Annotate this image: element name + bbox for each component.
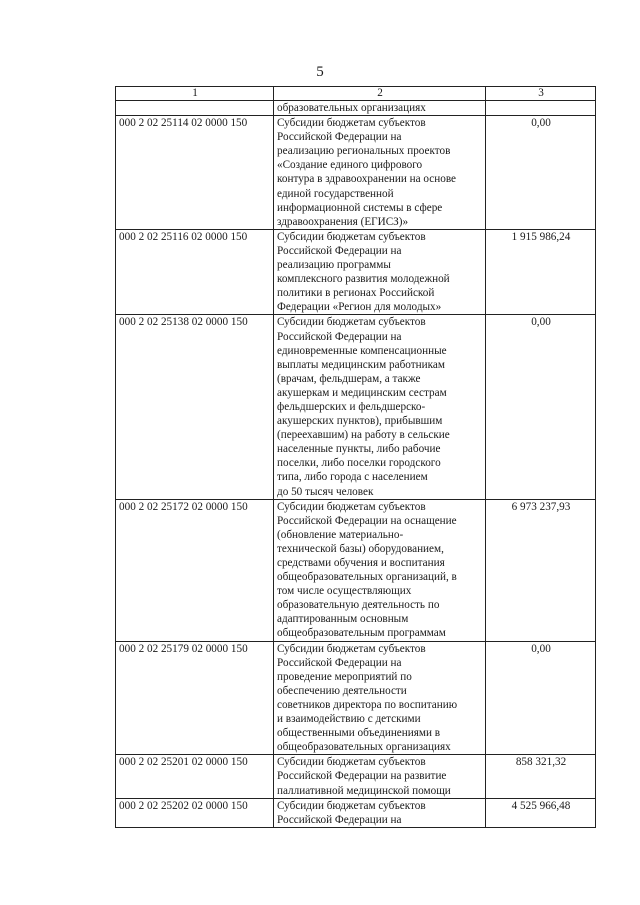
column-header-amount: 3: [486, 87, 596, 101]
description-cell: [274, 798, 486, 827]
table-row: [116, 641, 596, 755]
description-line: населенные пункты, либо рабочие: [277, 443, 441, 456]
budget-code-cell: 000 2 02 25116 02 0000 150: [116, 229, 274, 315]
page-number: 5: [316, 64, 324, 80]
description-line: Субсидии бюджетам субъектов: [277, 756, 426, 769]
amount-cell: [486, 101, 596, 116]
description-line: Субсидии бюджетам субъектов: [277, 117, 426, 130]
description-cell: [274, 229, 486, 315]
description-line: единой государственной: [277, 187, 394, 200]
description-line: Субсидии бюджетам субъектов: [277, 799, 426, 812]
amount-cell: 0,00: [486, 641, 596, 755]
description-line: Российской Федерации на: [277, 813, 402, 826]
description-line: средствами обучения и воспитания: [277, 557, 445, 569]
description-line: комплексного развития молодежной: [277, 273, 450, 286]
description-line: обеспечению деятельности: [277, 684, 407, 697]
table-row: [116, 798, 596, 827]
description-line: Субсидии бюджетам субъектов: [277, 230, 426, 243]
description-line: (переехавшим) на работу в сельские: [277, 429, 450, 442]
table-row: [116, 755, 596, 798]
description-line: общественными объединениями в: [277, 727, 441, 740]
description-line: общеобразовательных организаций, в: [277, 571, 457, 584]
table-header-row: [116, 87, 596, 101]
description-line: информационной системы в сфере: [277, 201, 443, 214]
amount-cell: 1 915 986,24: [486, 229, 596, 315]
description-line: (обновление материально-: [277, 528, 404, 541]
budget-code-cell: 000 2 02 25202 02 0000 150: [116, 798, 274, 827]
description-line: Субсидии бюджетам субъектов: [277, 316, 426, 329]
amount-cell: 0,00: [486, 315, 596, 499]
description-line: реализацию региональных проектов: [277, 145, 451, 158]
description-line: поселки, либо поселки городского: [277, 457, 441, 470]
description-line: до 50 тысяч человек: [277, 485, 374, 498]
amount-cell: 6 973 237,93: [486, 499, 596, 641]
description-line: здравоохранения (ЕГИСЗ)»: [277, 215, 409, 228]
description-line: выплаты медицинским работникам: [277, 358, 445, 371]
description-line: Субсидии бюджетам субъектов: [277, 500, 426, 513]
budget-code-cell: [116, 101, 274, 116]
description-line: «Создание единого цифрового: [277, 159, 423, 172]
description-line: контура в здравоохранении на основе: [277, 173, 457, 186]
description-line: типа, либо города с населением: [277, 471, 428, 484]
column-header-description: 2: [274, 87, 486, 101]
description-line: политики в регионах Российской: [277, 287, 435, 300]
table-row: [116, 315, 596, 499]
column-header-code: 1: [116, 87, 274, 101]
description-line: Субсидии бюджетам субъектов: [277, 642, 426, 655]
description-line: (врачам, фельдшерам, а также: [277, 372, 421, 385]
description-line: технической базы) оборудованием,: [277, 542, 444, 555]
budget-revenue-table: [115, 86, 596, 828]
description-line: адаптированным основным: [277, 613, 409, 626]
budget-code-cell: 000 2 02 25201 02 0000 150: [116, 755, 274, 798]
description-line: акушерских пунктов), прибывшим: [277, 415, 443, 428]
description-line: реализацию программы: [277, 259, 391, 272]
description-cell: [274, 116, 486, 230]
budget-code-cell: 000 2 02 25114 02 0000 150: [116, 116, 274, 230]
table-body: [116, 101, 596, 828]
table-row-continuation: [116, 101, 596, 116]
description-line: том числе осуществляющих: [277, 585, 412, 598]
budget-code-cell: 000 2 02 25172 02 0000 150: [116, 499, 274, 641]
amount-cell: 0,00: [486, 116, 596, 230]
description-line: Российской Федерации на развитие: [277, 770, 447, 783]
amount-cell: 4 525 966,48: [486, 798, 596, 827]
description-line: акушеркам и медицинским сестрам: [277, 386, 447, 399]
description-line: и взаимодействию с детскими: [277, 713, 421, 726]
description-line: общеобразовательным программам: [277, 627, 446, 640]
description-line: Российской Федерации на: [277, 131, 402, 144]
description-line: образовательных организациях: [277, 102, 426, 114]
table-row: [116, 229, 596, 315]
description-line: Федерации «Регион для молодых»: [277, 301, 442, 314]
description-line: советников директора по воспитанию: [277, 698, 458, 711]
description-line: общеобразовательных организациях: [277, 741, 451, 754]
description-line: Российской Федерации на: [277, 244, 402, 257]
description-cell: [274, 101, 486, 116]
description-line: образовательную деятельность по: [277, 599, 440, 612]
description-cell: [274, 315, 486, 499]
budget-code-cell: 000 2 02 25179 02 0000 150: [116, 641, 274, 755]
table-row: [116, 499, 596, 641]
description-cell: [274, 641, 486, 755]
table-row: [116, 116, 596, 230]
description-line: Российской Федерации на: [277, 656, 402, 669]
description-line: Российской Федерации на: [277, 330, 402, 343]
description-line: единовременные компенсационные: [277, 344, 447, 357]
budget-code-cell: 000 2 02 25138 02 0000 150: [116, 315, 274, 499]
description-line: проведение мероприятий по: [277, 670, 412, 683]
description-line: Российской Федерации на оснащение: [277, 514, 457, 527]
description-cell: [274, 499, 486, 641]
amount-cell: 858 321,32: [486, 755, 596, 798]
description-cell: [274, 755, 486, 798]
description-line: паллиативной медицинской помощи: [277, 784, 451, 797]
description-line: фельдшерских и фельдшерско-: [277, 400, 426, 413]
